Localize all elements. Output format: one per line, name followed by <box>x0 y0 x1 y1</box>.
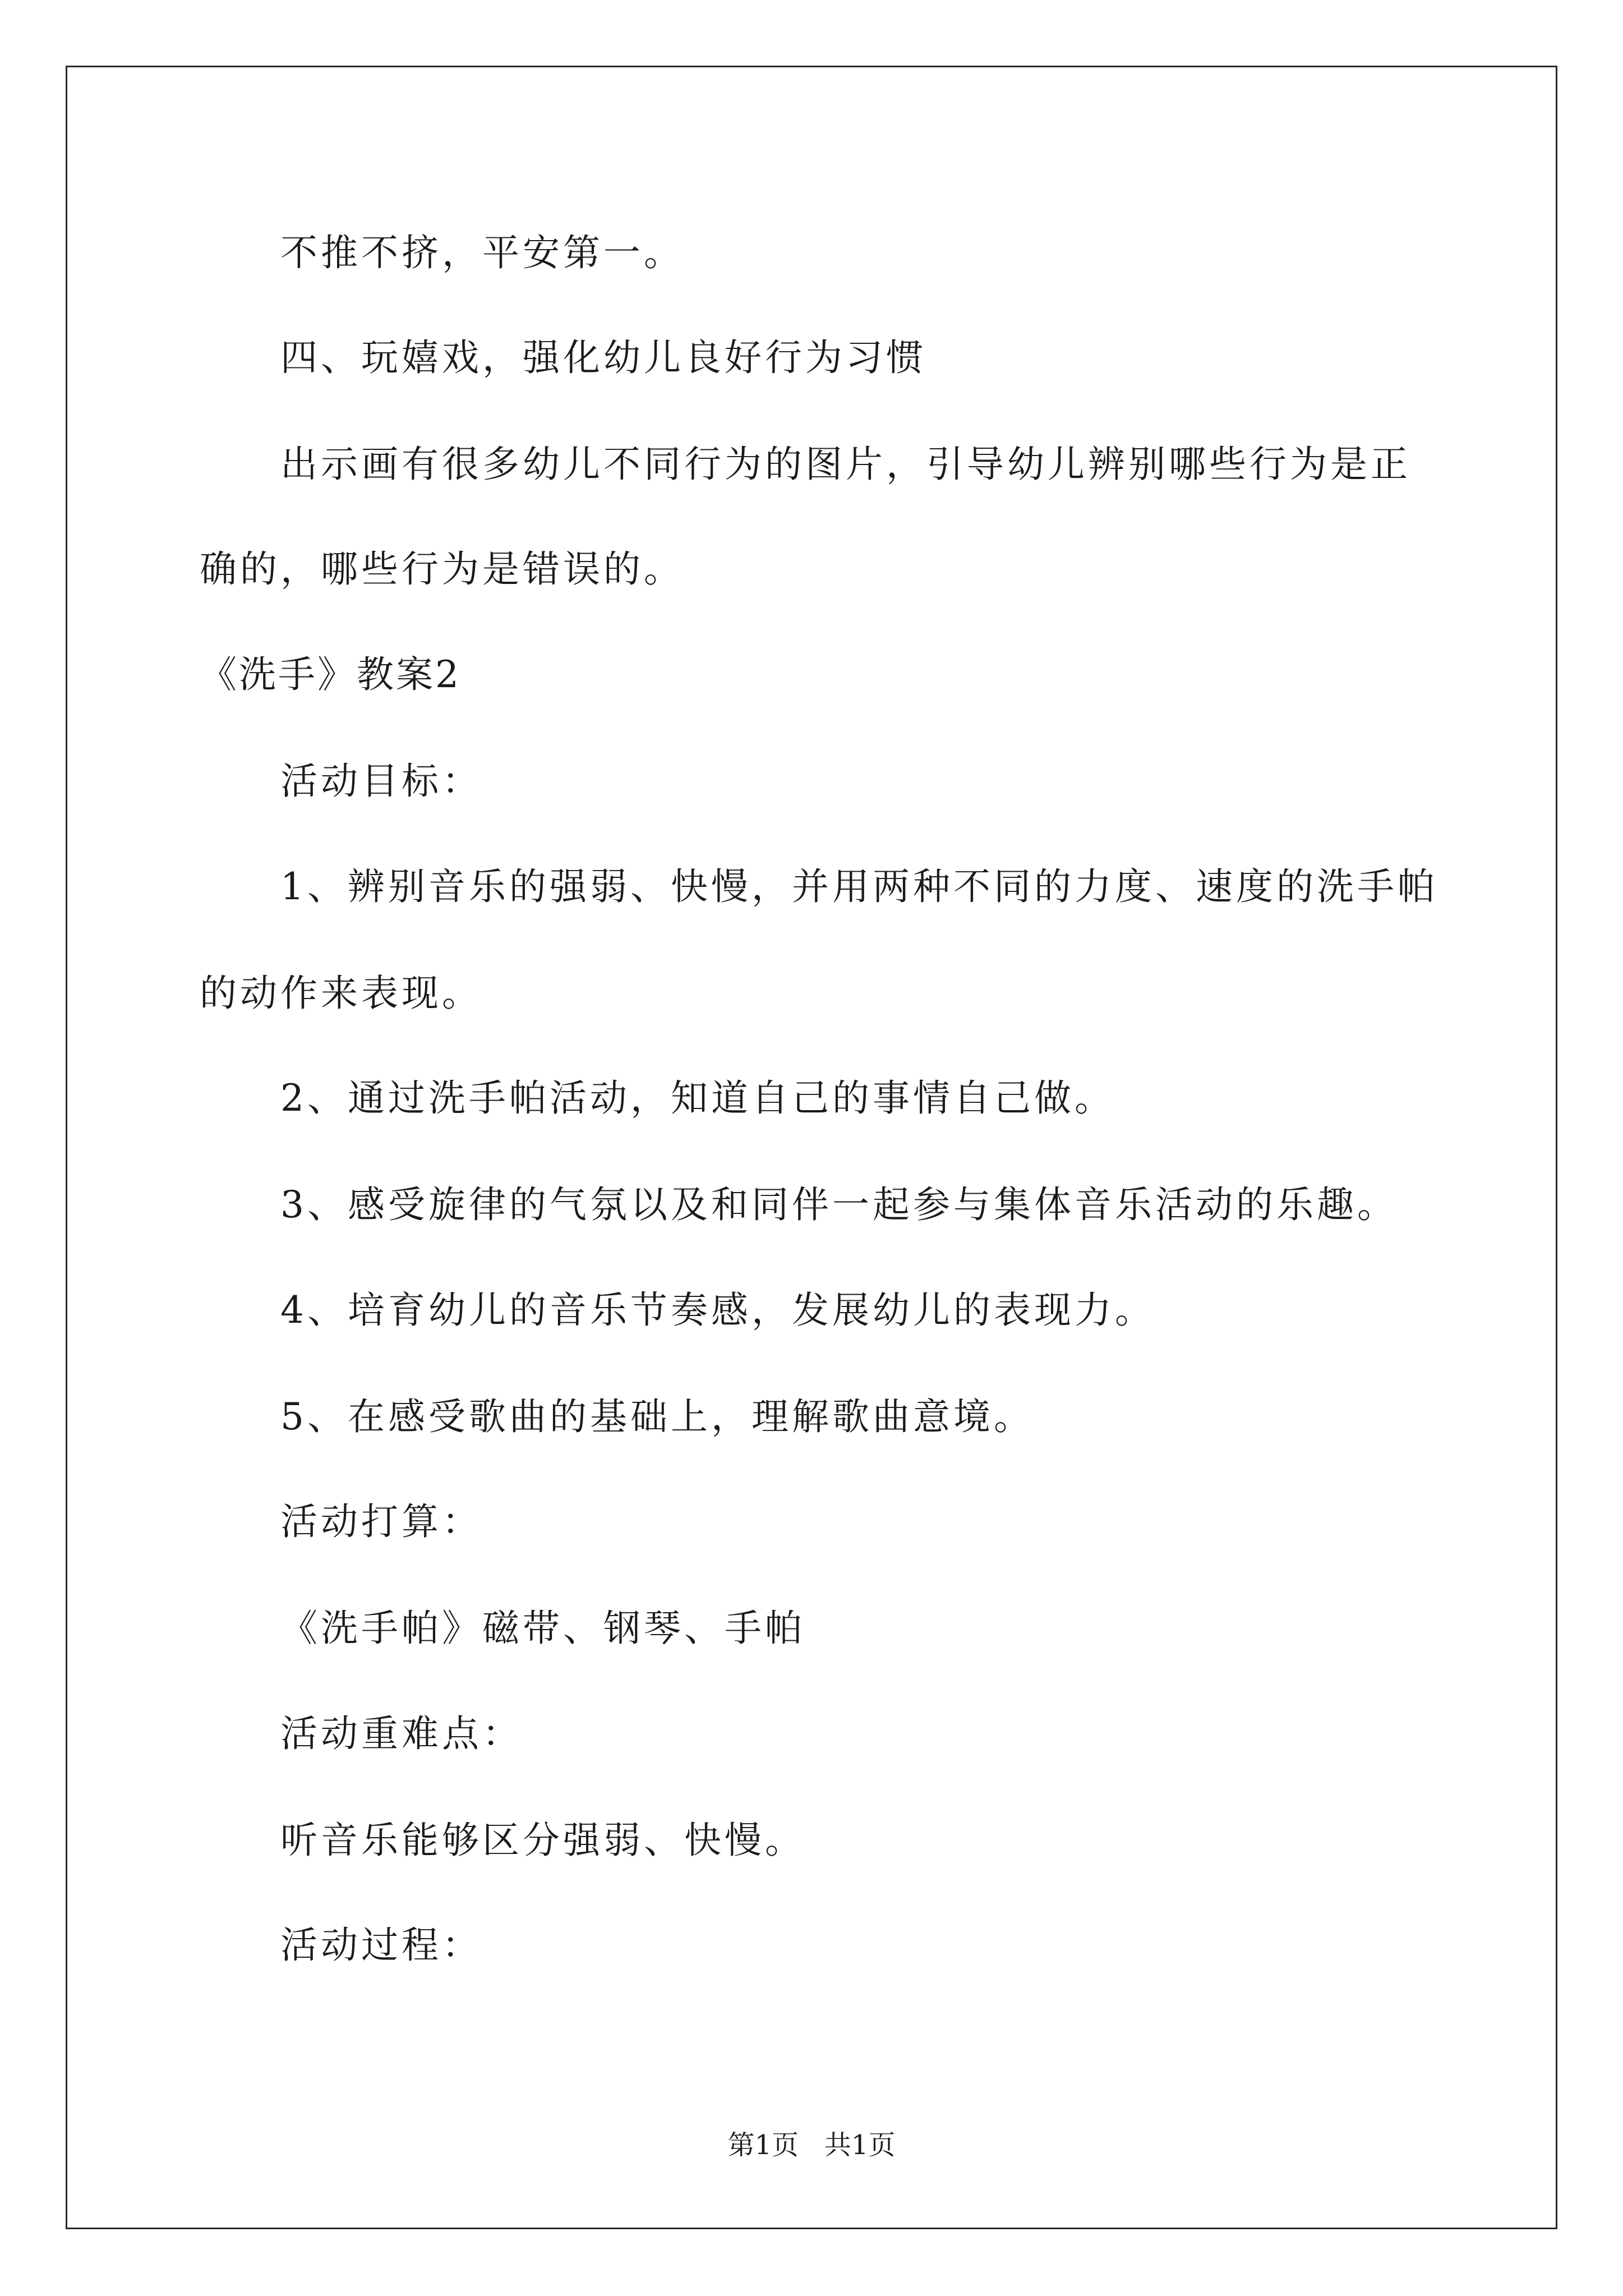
paragraph-line: 听音乐能够区分强弱、快慢。 <box>280 1819 805 1862</box>
list-item: 5、在感受歌曲的基础上，理解歌曲意境。 <box>280 1395 1034 1438</box>
section-heading: 活动打算： <box>280 1500 482 1543</box>
list-item: 4、培育幼儿的音乐节奏感，发展幼儿的表现力。 <box>280 1289 1155 1332</box>
document-title: 《洗手》教案2 <box>200 653 461 696</box>
section-heading: 四、玩嬉戏，强化幼儿良好行为习惯 <box>280 336 926 379</box>
paragraph-line: 出示画有很多幼儿不同行为的图片，引导幼儿辨别哪些行为是正 <box>280 443 1411 486</box>
paragraph-line: 不推不挤，平安第一。 <box>280 231 684 274</box>
page-number-footer: 第1页 共1页 <box>727 2129 896 2161</box>
list-item-continuation: 的动作来表现。 <box>200 972 482 1015</box>
list-item: 3、感受旋律的气氛以及和同伴一起参与集体音乐活动的乐趣。 <box>280 1183 1398 1226</box>
section-heading: 活动过程： <box>280 1924 482 1967</box>
paragraph-line: 《洗手帕》磁带、钢琴、手帕 <box>280 1607 805 1650</box>
section-heading: 活动重难点： <box>280 1712 523 1755</box>
list-item: 2、通过洗手帕活动，知道自己的事情自己做。 <box>280 1076 1115 1120</box>
section-heading: 活动目标： <box>280 760 482 803</box>
paragraph-line: 确的，哪些行为是错误的。 <box>200 547 684 591</box>
list-item: 1、辨别音乐的强弱、快慢，并用两种不同的力度、速度的洗手帕 <box>280 865 1438 908</box>
page-border <box>66 66 1557 2229</box>
